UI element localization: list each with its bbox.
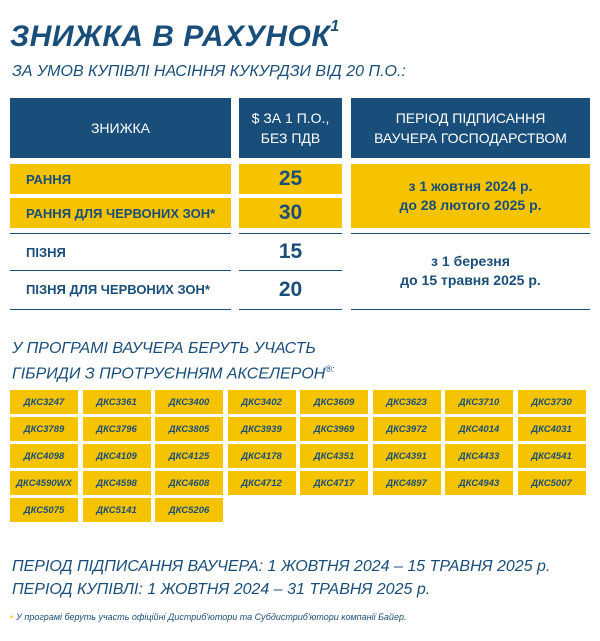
hybrid-chip: ДКС3805 bbox=[155, 417, 223, 441]
hybrid-chip: ДКС4109 bbox=[83, 444, 151, 468]
period-early-line2: до 28 лютого 2025 р. bbox=[399, 197, 542, 213]
row-divider bbox=[239, 309, 342, 310]
hybrid-chip: ДКС4608 bbox=[155, 471, 223, 495]
footnote-text: У програмі беруть участь офіційні Дистриб'ютори та Субдистриб'ютори компанії Байер. bbox=[16, 612, 407, 622]
hybrid-chip: ДКС3939 bbox=[228, 417, 296, 441]
row-value-early-red-zones: 30 bbox=[239, 198, 342, 228]
hybrid-chip: ДКС4717 bbox=[300, 471, 368, 495]
header-period: ПЕРІОД ПІДПИСАННЯ ВАУЧЕРА ГОСПОДАРСТВОМ bbox=[351, 98, 590, 158]
row-name-late: ПІЗНЯ bbox=[26, 244, 66, 260]
hybrid-chip: ДКС3972 bbox=[373, 417, 441, 441]
hybrid-chip: ДКС3402 bbox=[228, 390, 296, 414]
hybrid-chip: ДКС4351 bbox=[300, 444, 368, 468]
hybrid-chip: ДКС4178 bbox=[228, 444, 296, 468]
hybrid-chip: ДКС3796 bbox=[83, 417, 151, 441]
row-divider bbox=[239, 270, 342, 271]
hybrid-chip: ДКС3789 bbox=[10, 417, 78, 441]
hybrids-title-line1: У ПРОГРАМІ ВАУЧЕРА БЕРУТЬ УЧАСТЬ bbox=[12, 340, 316, 357]
hybrid-chip: ДКС3623 bbox=[373, 390, 441, 414]
header-discount: ЗНИЖКА bbox=[10, 98, 231, 158]
hybrid-chip: ДКС3969 bbox=[300, 417, 368, 441]
period-late-line2: до 15 травня 2025 р. bbox=[400, 272, 541, 288]
registered-mark: ®: bbox=[325, 364, 335, 374]
hybrid-chip: ДКС4943 bbox=[445, 471, 513, 495]
hybrid-chip: ДКС3361 bbox=[83, 390, 151, 414]
hybrid-chip: ДКС3730 bbox=[518, 390, 586, 414]
row-name-late-red-zones: ПІЗНЯ ДЛЯ ЧЕРВОНИХ ЗОН* bbox=[26, 282, 210, 297]
page-subtitle: ЗА УМОВ КУПІВЛІ НАСІННЯ КУКУРДЗИ ВІД 20 П.О.: bbox=[12, 63, 406, 80]
hybrid-chip: ДКС4598 bbox=[83, 471, 151, 495]
hybrid-chip: ДКС4433 bbox=[445, 444, 513, 468]
hybrid-chip: ДКС5007 bbox=[518, 471, 586, 495]
period-late bbox=[351, 236, 590, 306]
hybrid-chip: ДКС3609 bbox=[300, 390, 368, 414]
hybrid-chip: ДКС3710 bbox=[445, 390, 513, 414]
hybrid-chip: ДКС4125 bbox=[155, 444, 223, 468]
title-footnote-mark: 1 bbox=[330, 18, 340, 35]
hybrid-chip: ДКС5141 bbox=[83, 498, 151, 522]
period-early bbox=[351, 164, 590, 228]
hybrid-chip: ДКС4541 bbox=[518, 444, 586, 468]
program-periods bbox=[12, 555, 550, 601]
row-name-early-red-zones: РАННЯ ДЛЯ ЧЕРВОНИХ ЗОН* bbox=[10, 198, 231, 228]
period-early-line1: з 1 жовтня 2024 р. bbox=[408, 178, 533, 194]
hybrid-chip: ДКС4098 bbox=[10, 444, 78, 468]
hybrid-chip: ДКС3247 bbox=[10, 390, 78, 414]
hybrid-chip: ДКС4590WX bbox=[10, 471, 78, 495]
hybrid-chip: ДКС4897 bbox=[373, 471, 441, 495]
row-value-late: 15 bbox=[278, 240, 303, 263]
hybrid-chip: ДКС3400 bbox=[155, 390, 223, 414]
period-late-line1: з 1 березня bbox=[431, 253, 510, 269]
footnote bbox=[10, 612, 406, 622]
row-value-late-red-zones: 20 bbox=[278, 277, 303, 301]
hybrid-chip: ДКС5075 bbox=[10, 498, 78, 522]
discount-table bbox=[10, 98, 590, 311]
header-price: $ ЗА 1 П.О., БЕЗ ПДВ bbox=[239, 98, 342, 158]
row-divider bbox=[10, 270, 231, 271]
row-name-early: РАННЯ bbox=[10, 164, 231, 194]
row-divider bbox=[10, 309, 231, 310]
row-divider bbox=[351, 309, 590, 310]
hybrid-chip: ДКС4031 bbox=[518, 417, 586, 441]
hybrid-chip: ДКС4391 bbox=[373, 444, 441, 468]
row-value-early: 25 bbox=[239, 164, 342, 194]
page-title: ЗНИЖКА В РАХУНОК$^1$ bbox=[10, 18, 340, 53]
row-divider bbox=[351, 233, 590, 234]
purchase-period: ПЕРІОД КУПІВЛІ: 1 ЖОВТНЯ 2024 – 31 ТРАВНЯ 2025 р. bbox=[12, 581, 431, 598]
hybrids-title-line2: ГІБРИДИ З ПРОТРУЄННЯМ АКСЕЛЕРОН bbox=[12, 365, 326, 383]
voucher-period: ПЕРІОД ПІДПИСАННЯ ВАУЧЕРА: 1 ЖОВТНЯ 2024 – 15 ТРАВНЯ 2025 р. bbox=[12, 558, 551, 575]
row-divider bbox=[239, 233, 342, 234]
hybrid-chip: ДКС4712 bbox=[228, 471, 296, 495]
footnote-bullet: • bbox=[10, 612, 14, 622]
hybrid-chip: ДКС4014 bbox=[445, 417, 513, 441]
hybrids-title bbox=[12, 338, 334, 384]
hybrid-chip: ДКС5206 bbox=[155, 498, 223, 522]
row-divider bbox=[10, 233, 231, 234]
